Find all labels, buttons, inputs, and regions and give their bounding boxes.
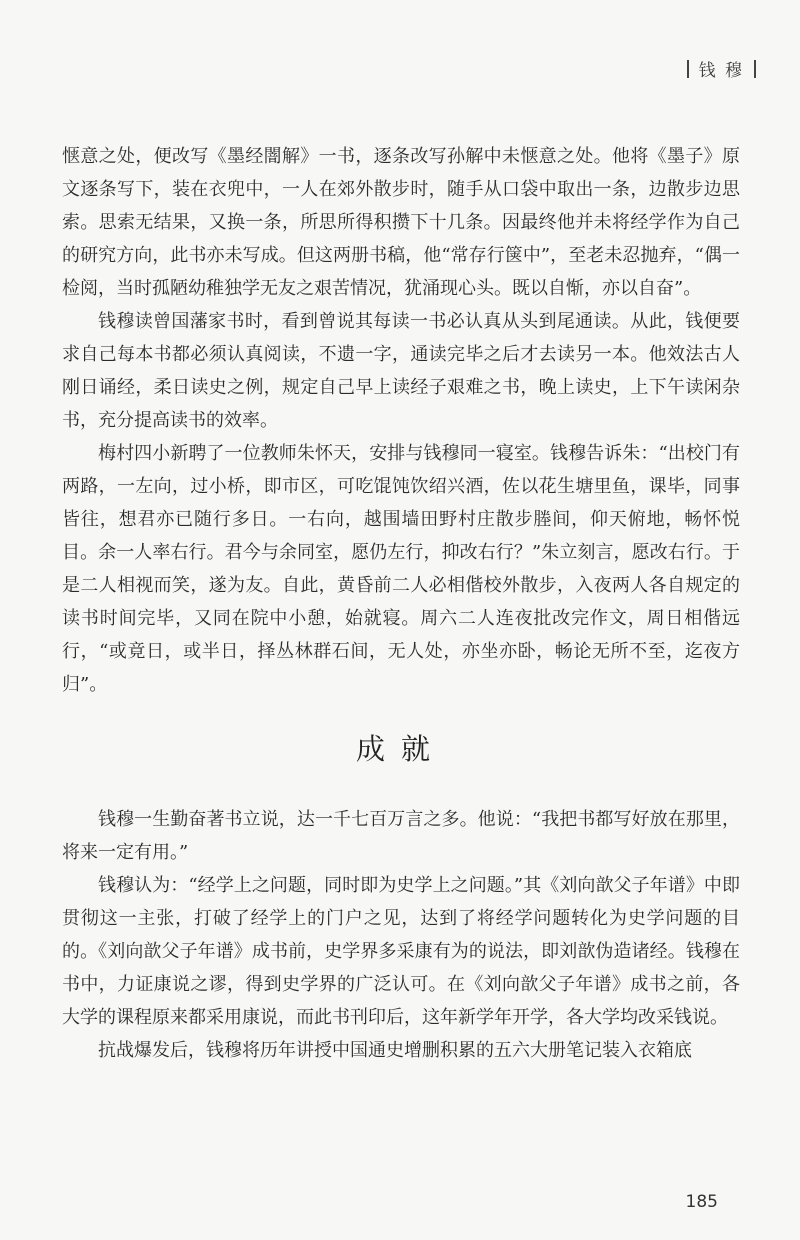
paragraph: 钱穆读曾国藩家书时，看到曾说其每读一书必认真从头到尾通读。从此，钱便要求自己每本书都必须认真阅读，不遗一字，通读完毕之后才去读另一本。他效法古人刚日诵经，柔日读史之例，规定自己早上读经子艰难之书，晚上读史，上下午读闲杂书，充分提高读书的效率。 — [62, 311, 740, 431]
section-heading: 成就 — [355, 732, 446, 766]
paragraph: 梅村四小新聘了一位教师朱怀天，安排与钱穆同一寝室。钱穆告诉朱：“出校门有两路，一左向，过小桥，即市区，可吃馄饨饮绍兴酒，佐以花生塘里鱼，课毕，同事皆往，想君亦已随行多日。一右向，越围墙田野村庄散步塍间，仰天俯地，畅怀悦目。余一人率右行。君今与余同室，愿仍左行，抑改右行？”朱立刻言，愿改右行。于是二人相视而笑，遂为友。自此，黄昏前二人必相偕校外散步，入夜两人各自规定的读书时间完毕，又同在院中小憩，始就寝。周六二人连夜批改完作文，周日相偕远行，“或竟日，或半日，择丛林群石间，无人处，亦坐亦卧，畅论无所不至，迄夜方归”。 — [62, 443, 740, 695]
running-head-right-bar — [754, 60, 756, 78]
page-number: 185 — [685, 1192, 718, 1212]
running-head-left-bar — [687, 60, 689, 78]
body-text — [62, 140, 740, 1067]
paragraph-continued: 惬意之处，便改写《墨经闇解》一书，逐条改写孙解中未惬意之处。他将《墨子》原文逐条写下，装在衣兜中，一人在郊外散步时，随手从口袋中取出一条，边散步边思索。思索无结果，又换一条，所思所得积攒下十几条。因最终他并未将经学作为自己的研究方向，此书亦未写成。但这两册书稿，他“常存行箧中”，至老未忍抛弃，“偶一检阅，当时孤陋幼稚独学无友之艰苦情况，犹涌现心头。既以自惭，亦以自奋”。 — [62, 146, 740, 299]
running-head — [687, 56, 756, 81]
paragraph: 钱穆一生勤奋著书立说，达一千七百万言之多。他说：“我把书都写好放在那里，将来一定有用。” — [62, 809, 740, 863]
paragraph: 钱穆认为：“经学上之问题，同时即为史学上之问题。”其《刘向歆父子年谱》中即贯彻这一主张，打破了经学上的门户之见，达到了将经学问题转化为史学问题的目的。《刘向歆父子年谱》成书前，史学界多采康有为的说法，即刘歆伪造诸经。钱穆在书中，力证康说之谬，得到史学界的广泛认可。在《刘向歆父子年谱》成书之前，各大学的课程原来都采用康说，而此书刊印后，这年新学年开学，各大学均改采钱说。 — [62, 875, 740, 1028]
running-head-title: 钱 穆 — [698, 61, 744, 81]
paragraph: 抗战爆发后，钱穆将历年讲授中国通史增删积累的五六大册笔记装入衣箱底 — [98, 1040, 692, 1061]
